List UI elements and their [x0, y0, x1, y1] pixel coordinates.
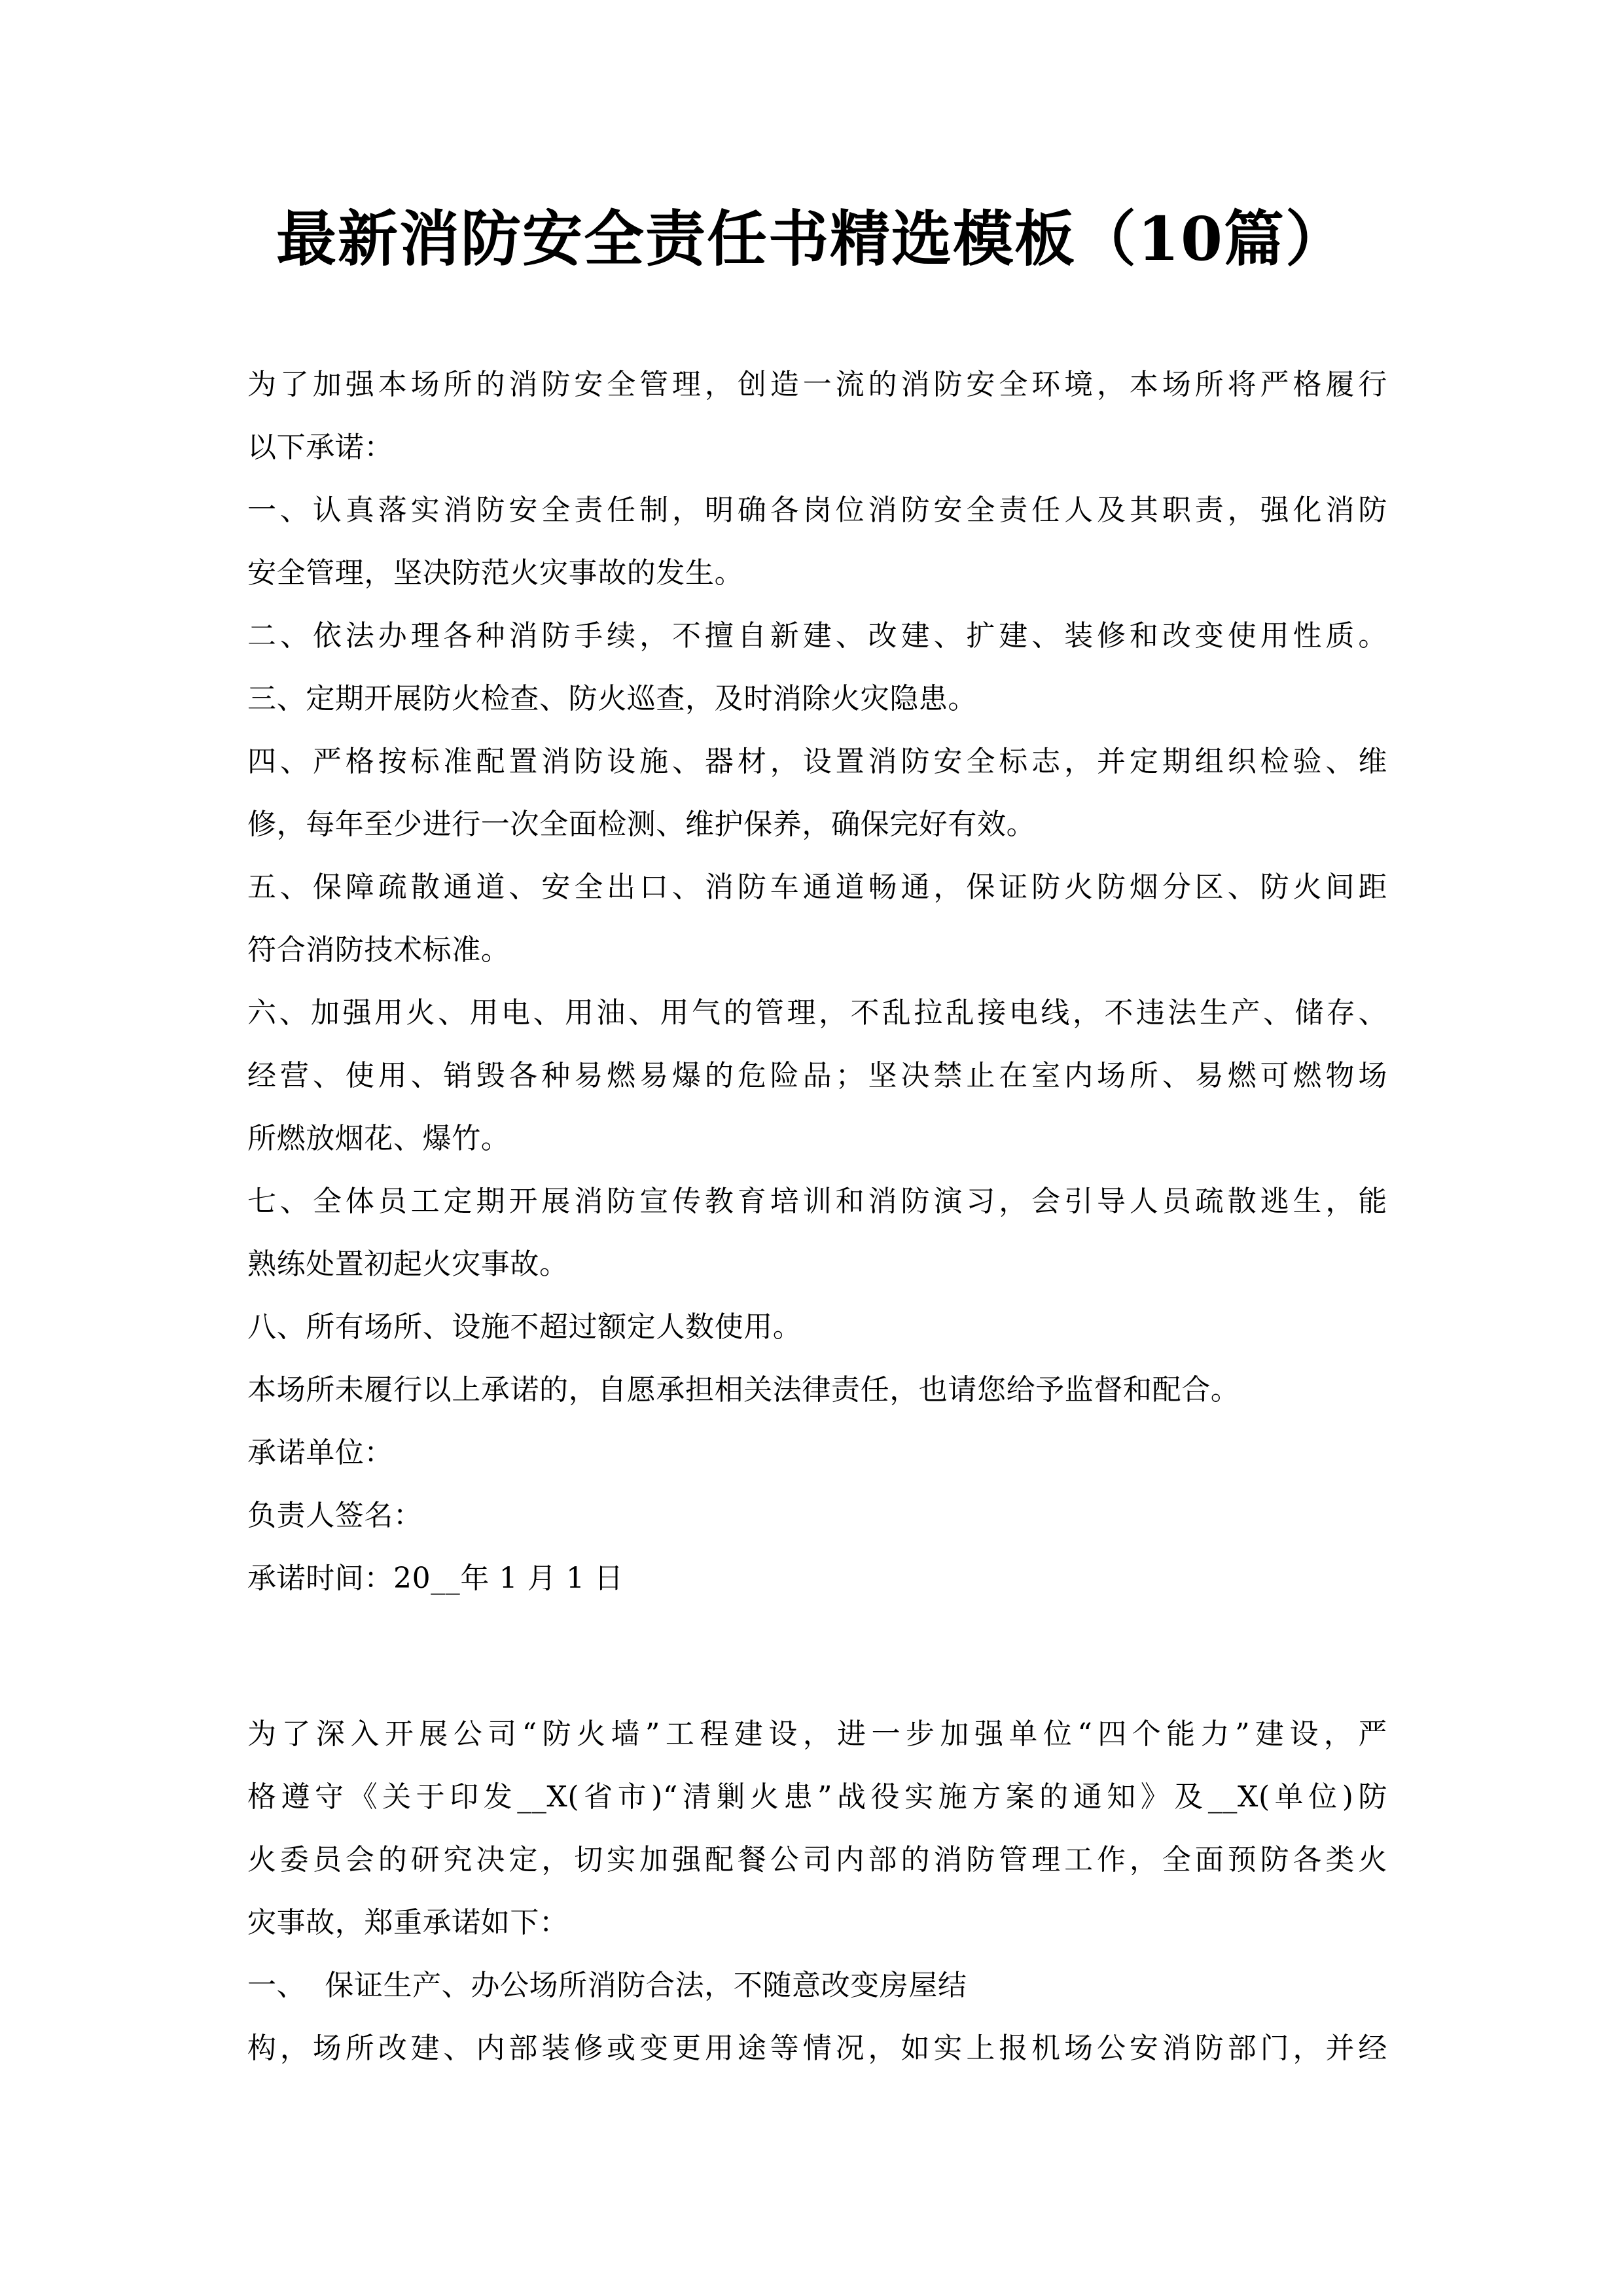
commitment-date: 承诺时间：20__年 1 月 1 日: [247, 1562, 624, 1595]
commitment-item-6-cont: 经营、使用、销毁各种易燃易爆的危险品；坚决禁止在室内场所、易燃可燃物场: [247, 1059, 1387, 1092]
commitment-item-7-cont: 熟练处置初起火灾事故。: [247, 1247, 569, 1281]
commitment-item-6-cont: 所燃放烟花、爆竹。: [247, 1122, 510, 1155]
commitment-item-5-cont: 符合消防技术标准。: [247, 933, 510, 967]
commitment-item-5: 五、保障疏散通道、安全出口、消防车通道畅通，保证防火防烟分区、防火间距: [247, 870, 1387, 904]
commitment-item-7: 七、全体员工定期开展消防宣传教育培训和消防演习，会引导人员疏散逃生，能: [247, 1185, 1387, 1218]
liability-statement: 本场所未履行以上承诺的，自愿承担相关法律责任，也请您给予监督和配合。: [247, 1373, 1240, 1407]
signature-label: 负责人签名：: [247, 1499, 423, 1532]
section-gap: [247, 1610, 1399, 1703]
paragraph-line: 为了深入开展公司“防火墙”工程建设，进一步加强单位“四个能力”建设，严: [247, 1717, 1387, 1751]
document-body: [247, 353, 1399, 2080]
commitment-item-6: 六、加强用火、用电、用油、用气的管理，不乱拉乱接电线，不违法生产、储存、: [247, 996, 1387, 1030]
commitment-item-4: 四、严格按标准配置消防设施、器材，设置消防安全标志，并定期组织检验、维: [247, 745, 1387, 778]
document-title: 最新消防安全责任书精选模板（10篇）: [276, 204, 1347, 274]
commitment-item-1-cont: 构，场所改建、内部装修或变更用途等情况，如实上报机场公安消防部门，并经: [247, 2032, 1387, 2065]
paragraph-line: 灾事故，郑重承诺如下：: [247, 1906, 569, 1939]
commitment-item-3: 三、定期开展防火检查、防火巡查，及时消除火灾隐患。: [247, 682, 977, 715]
commitment-item-1: 一、 保证生产、办公场所消防合法，不随意改变房屋结: [247, 1969, 967, 2002]
paragraph-line: 火委员会的研究决定，切实加强配餐公司内部的消防管理工作，全面预防各类火: [247, 1843, 1387, 1876]
commitment-item-8: 八、所有场所、设施不超过额定人数使用。: [247, 1310, 802, 1344]
commitment-item-1-cont: 安全管理，坚决防范火灾事故的发生。: [247, 556, 744, 590]
signing-unit-label: 承诺单位：: [247, 1436, 393, 1469]
commitment-item-2: 二、依法办理各种消防手续，不擅自新建、改建、扩建、装修和改变使用性质。: [247, 619, 1387, 653]
paragraph-line: 格遵守《关于印发__X(省市)“清剿火患”战役实施方案的通知》及__X(单位)防: [247, 1780, 1387, 1814]
paragraph-line: 以下承诺：: [247, 431, 393, 464]
commitment-item-4-cont: 修，每年至少进行一次全面检测、维护保养，确保完好有效。: [247, 808, 1036, 841]
paragraph-line: 为了加强本场所的消防安全管理，创造一流的消防安全环境，本场所将严格履行: [247, 368, 1387, 401]
commitment-item-1: 一、认真落实消防安全责任制，明确各岗位消防安全责任人及其职责，强化消防: [247, 493, 1387, 527]
